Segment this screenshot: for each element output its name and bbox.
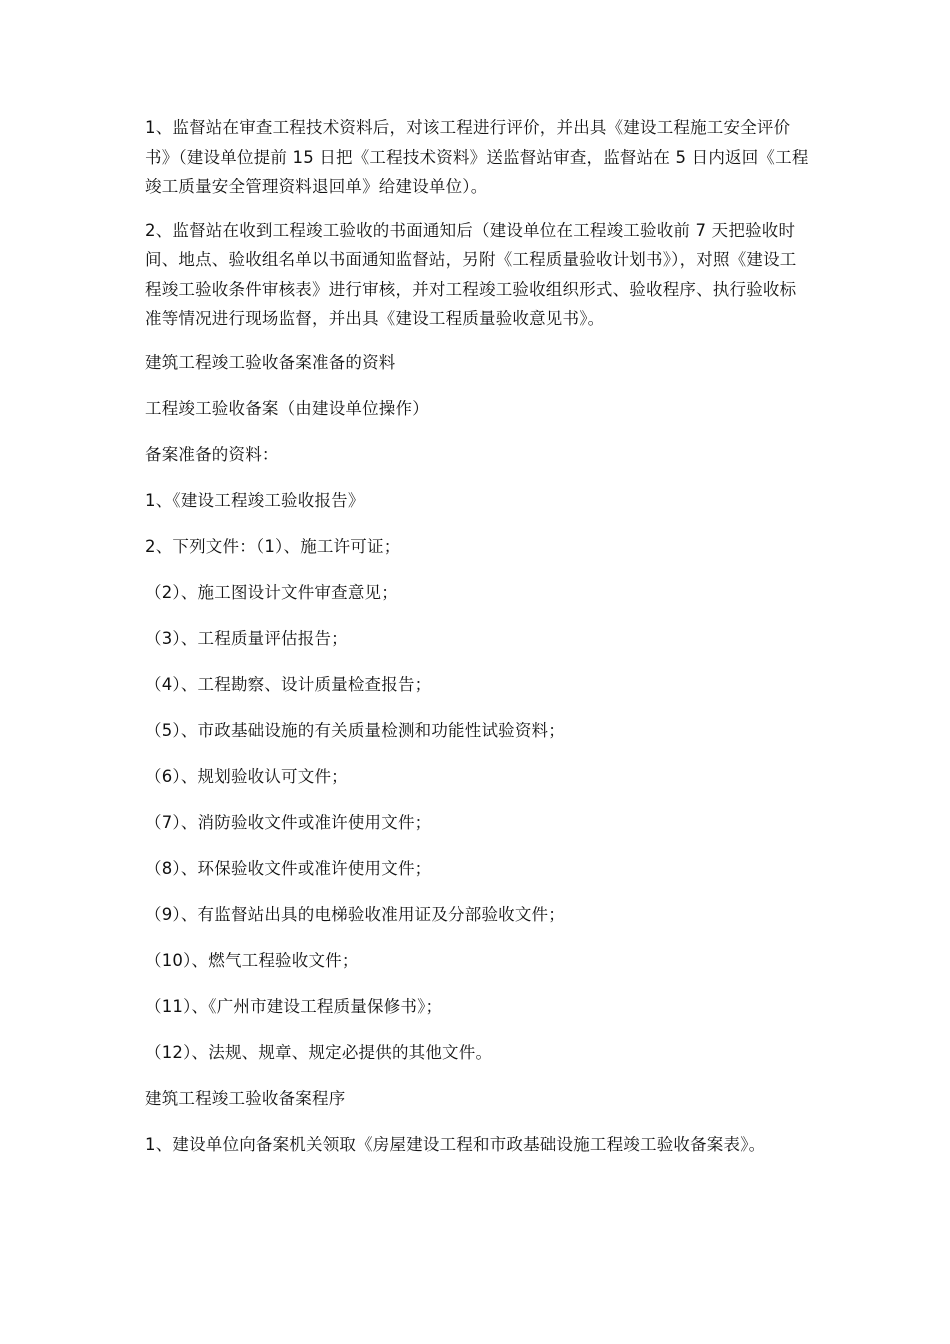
list-item: （7）、消防验收文件或准许使用文件； [145,812,432,832]
list-item: 2、下列文件：（1）、施工许可证； [145,536,401,556]
list-item: （12）、法规、规章、规定必提供的其他文件。 [145,1042,493,1062]
list-item: 1、《建设工程竣工验收报告》 [145,490,365,510]
list-item: （2）、施工图设计文件审查意见； [145,582,398,602]
list-item: （3）、工程质量评估报告； [145,628,348,648]
list-item: （6）、规划验收认可文件； [145,766,348,786]
document-body [145,113,810,1176]
list-item: （4）、工程勘察、设计质量检查报告； [145,674,432,694]
list-item: （9）、有监督站出具的电梯验收准用证及分部验收文件； [145,904,565,924]
section-heading-filing-procedure: 建筑工程竣工验收备案程序 [145,1088,346,1108]
list-item: （10）、燃气工程验收文件； [145,950,359,970]
section-heading-filing-materials: 建筑工程竣工验收备案准备的资料 [145,352,396,372]
list-item: （11）、《广州市建设工程质量保修书》； [145,996,443,1016]
subheading-filing: 工程竣工验收备案（由建设单位操作） [145,398,429,418]
filing-materials-label: 备案准备的资料： [145,444,279,464]
procedure-step: 1、建设单位向备案机关领取《房屋建设工程和市政基础设施工程竣工验收备案表》。 [145,1134,766,1154]
paragraph-supervision-review: 1、监督站在审查工程技术资料后，对该工程进行评价，并出具《建设工程施工安全评价书》（建设单位提前 15 日把《工程技术资料》送监督站审查，监督站在 5 日内返回《工程竣工质量安全管理资料退回单》给建设单位）。 [145,118,809,196]
list-item: （8）、环保验收文件或准许使用文件； [145,858,432,878]
list-item: （5）、市政基础设施的有关质量检测和功能性试验资料； [145,720,565,740]
paragraph-supervision-acceptance: 2、监督站在收到工程竣工验收的书面通知后（建设单位在工程竣工验收前 7 天把验收时间、地点、验收组名单以书面通知监督站，另附《工程质量验收计划书》），对照《建设工程竣工验收条件审核表》进行审核，并对工程竣工验收组织形式、验收程序、执行验收标准等情况进行现场监督，并出具《建设工程质量验收意见书》。 [145,220,797,328]
